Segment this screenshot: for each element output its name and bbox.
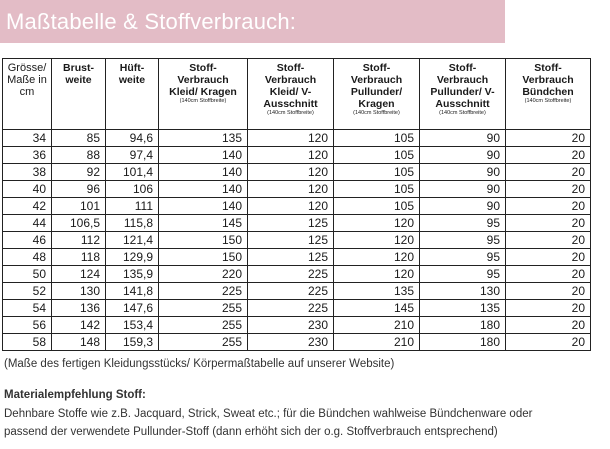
table-cell: 85 <box>52 130 106 147</box>
table-cell: 135,9 <box>106 266 159 283</box>
column-header-line: Maße in <box>7 74 47 86</box>
table-row <box>3 334 591 351</box>
material-text-line: Dehnbare Stoffe wie z.B. Jacquard, Strick, Sweat etc.; für die Bündchen wahlweise Bündchenware oder <box>4 408 533 420</box>
table-cell: 153,4 <box>106 317 159 334</box>
table-cell: 120 <box>334 215 420 232</box>
table-cell: 101,4 <box>106 164 159 181</box>
table-cell: 90 <box>420 198 506 215</box>
table-row <box>3 215 591 232</box>
column-header-line: Grösse/ <box>7 62 47 74</box>
column-header-line: Ausschnitt <box>435 98 490 110</box>
column-header-line: weite <box>65 74 92 86</box>
column-header-line: Verbrauch <box>264 74 317 86</box>
table-cell: 230 <box>248 334 334 351</box>
table-cell: 120 <box>334 249 420 266</box>
table-cell: 88 <box>52 147 106 164</box>
table-cell: 120 <box>248 164 334 181</box>
table-cell: 20 <box>506 283 591 300</box>
table-cell: 255 <box>159 334 248 351</box>
table-cell: 135 <box>159 130 248 147</box>
table-cell: 95 <box>420 266 506 283</box>
table-cell: 48 <box>3 249 52 266</box>
table-cell: 150 <box>159 232 248 249</box>
column-header-note: (140cm Stoffbreite) <box>439 110 486 116</box>
table-cell: 230 <box>248 317 334 334</box>
table-cell: 20 <box>506 266 591 283</box>
table-cell: 140 <box>159 181 248 198</box>
table-row <box>3 164 591 181</box>
material-heading: Materialempfehlung Stoff: <box>4 389 146 401</box>
table-cell: 56 <box>3 317 52 334</box>
table-row <box>3 232 591 249</box>
table-cell: 210 <box>334 334 420 351</box>
table-cell: 135 <box>420 300 506 317</box>
column-header-note: (140cm Stoffbreite) <box>524 98 572 104</box>
column-header <box>506 59 591 130</box>
table-cell: 97,4 <box>106 147 159 164</box>
table-cell: 20 <box>506 317 591 334</box>
column-header <box>334 59 420 130</box>
table-cell: 141,8 <box>106 283 159 300</box>
table-cell: 125 <box>248 249 334 266</box>
table-cell: 106 <box>106 181 159 198</box>
column-header-note: (140cm Stoffbreite) <box>179 98 227 104</box>
table-cell: 95 <box>420 249 506 266</box>
column-header-line: Ausschnitt <box>263 98 318 110</box>
table-cell: 124 <box>52 266 106 283</box>
table-cell: 225 <box>248 266 334 283</box>
table-cell: 106,5 <box>52 215 106 232</box>
table-cell: 96 <box>52 181 106 198</box>
page-title: Maßtabelle & Stoffverbrauch: <box>6 9 297 34</box>
table-cell: 90 <box>420 181 506 198</box>
table-cell: 20 <box>506 198 591 215</box>
table-cell: 147,6 <box>106 300 159 317</box>
table-cell: 20 <box>506 232 591 249</box>
table-cell: 148 <box>52 334 106 351</box>
table-cell: 129,9 <box>106 249 159 266</box>
column-header-line: Kleid/ V- <box>269 86 312 98</box>
column-header-line: Stoff- <box>362 62 391 74</box>
table-cell: 136 <box>52 300 106 317</box>
table-cell: 20 <box>506 249 591 266</box>
table-cell: 34 <box>3 130 52 147</box>
table-row <box>3 249 591 266</box>
title-banner <box>0 0 505 43</box>
table-cell: 105 <box>334 130 420 147</box>
table-cell: 90 <box>420 164 506 181</box>
table-cell: 225 <box>248 300 334 317</box>
table-cell: 145 <box>159 215 248 232</box>
table-cell: 135 <box>334 283 420 300</box>
table-row <box>3 181 591 198</box>
table-cell: 20 <box>506 181 591 198</box>
table-cell: 120 <box>248 181 334 198</box>
table-cell: 20 <box>506 334 591 351</box>
table-cell: 112 <box>52 232 106 249</box>
table-cell: 90 <box>420 147 506 164</box>
column-header-line: Hüft- <box>119 62 145 74</box>
table-cell: 90 <box>420 130 506 147</box>
column-header-line: Verbrauch <box>350 74 403 86</box>
table-cell: 58 <box>3 334 52 351</box>
table-cell: 44 <box>3 215 52 232</box>
column-header-line: Pullunder/ <box>350 86 403 98</box>
table-cell: 20 <box>506 147 591 164</box>
column-header-line: Verbrauch <box>177 74 229 86</box>
column-header-note: (140cm Stoffbreite) <box>267 110 314 116</box>
table-cell: 125 <box>248 215 334 232</box>
table-cell: 220 <box>159 266 248 283</box>
column-header-line: Stoff- <box>189 62 217 74</box>
table-row <box>3 317 591 334</box>
table-body <box>3 130 591 351</box>
column-header <box>52 59 106 130</box>
table-cell: 38 <box>3 164 52 181</box>
table-cell: 255 <box>159 300 248 317</box>
table-cell: 105 <box>334 198 420 215</box>
table-row <box>3 147 591 164</box>
column-header-line: Pullunder/ V- <box>430 86 495 98</box>
table-cell: 111 <box>106 198 159 215</box>
table-cell: 95 <box>420 232 506 249</box>
table-cell: 130 <box>52 283 106 300</box>
table-cell: 142 <box>52 317 106 334</box>
column-header-line: Stoff- <box>276 62 305 74</box>
column-header-line: Kragen <box>358 98 395 110</box>
table-cell: 115,8 <box>106 215 159 232</box>
table-header-row <box>3 59 591 130</box>
table-cell: 255 <box>159 317 248 334</box>
table-cell: 130 <box>420 283 506 300</box>
table-cell: 42 <box>3 198 52 215</box>
column-header-line: Stoff- <box>448 62 477 74</box>
table-cell: 210 <box>334 317 420 334</box>
column-header-line: Brust- <box>63 62 94 74</box>
column-header-line: Stoff- <box>534 62 562 74</box>
table-cell: 120 <box>334 232 420 249</box>
column-header <box>248 59 334 130</box>
table-row <box>3 130 591 147</box>
column-header-line: cm <box>19 86 35 98</box>
table-cell: 50 <box>3 266 52 283</box>
table-cell: 54 <box>3 300 52 317</box>
table-cell: 20 <box>506 300 591 317</box>
column-header-line: Verbrauch <box>436 74 489 86</box>
table-cell: 95 <box>420 215 506 232</box>
table-cell: 120 <box>248 130 334 147</box>
table-cell: 120 <box>334 266 420 283</box>
column-header-line: Verbrauch <box>522 74 574 86</box>
table-cell: 92 <box>52 164 106 181</box>
table-cell: 105 <box>334 164 420 181</box>
table-cell: 225 <box>248 283 334 300</box>
table-cell: 145 <box>334 300 420 317</box>
table-row <box>3 198 591 215</box>
column-header-line: Kleid/ Kragen <box>169 86 237 98</box>
table-cell: 225 <box>159 283 248 300</box>
column-header <box>106 59 159 130</box>
material-text-line: passend der verwendete Pullunder-Stoff (dann erhöht sich der o.g. Stoffverbrauch entsprechend) <box>4 426 498 438</box>
column-header <box>159 59 248 130</box>
table-cell: 40 <box>3 181 52 198</box>
table-cell: 140 <box>159 164 248 181</box>
column-header <box>3 59 52 130</box>
table-cell: 101 <box>52 198 106 215</box>
table-cell: 159,3 <box>106 334 159 351</box>
table-row <box>3 266 591 283</box>
table-cell: 140 <box>159 147 248 164</box>
table-cell: 20 <box>506 130 591 147</box>
table-cell: 46 <box>3 232 52 249</box>
table-cell: 180 <box>420 317 506 334</box>
table-cell: 120 <box>248 147 334 164</box>
table-cell: 180 <box>420 334 506 351</box>
table-cell: 105 <box>334 181 420 198</box>
table-cell: 20 <box>506 215 591 232</box>
table-caption: (Maße des fertigen Kleidungsstücks/ Körpermaßtabelle auf unserer Website) <box>4 358 395 370</box>
table-cell: 36 <box>3 147 52 164</box>
table-cell: 52 <box>3 283 52 300</box>
size-table <box>2 58 591 351</box>
column-header <box>420 59 506 130</box>
table-cell: 94,6 <box>106 130 159 147</box>
table-cell: 118 <box>52 249 106 266</box>
table-cell: 105 <box>334 147 420 164</box>
table-cell: 150 <box>159 249 248 266</box>
table-cell: 120 <box>248 198 334 215</box>
table-cell: 20 <box>506 164 591 181</box>
table-cell: 140 <box>159 198 248 215</box>
column-header-note: (140cm Stoffbreite) <box>353 110 400 116</box>
table-cell: 121,4 <box>106 232 159 249</box>
table-row <box>3 300 591 317</box>
column-header-line: Bündchen <box>522 86 574 98</box>
table-row <box>3 283 591 300</box>
table-cell: 125 <box>248 232 334 249</box>
column-header-line: weite <box>118 74 146 86</box>
